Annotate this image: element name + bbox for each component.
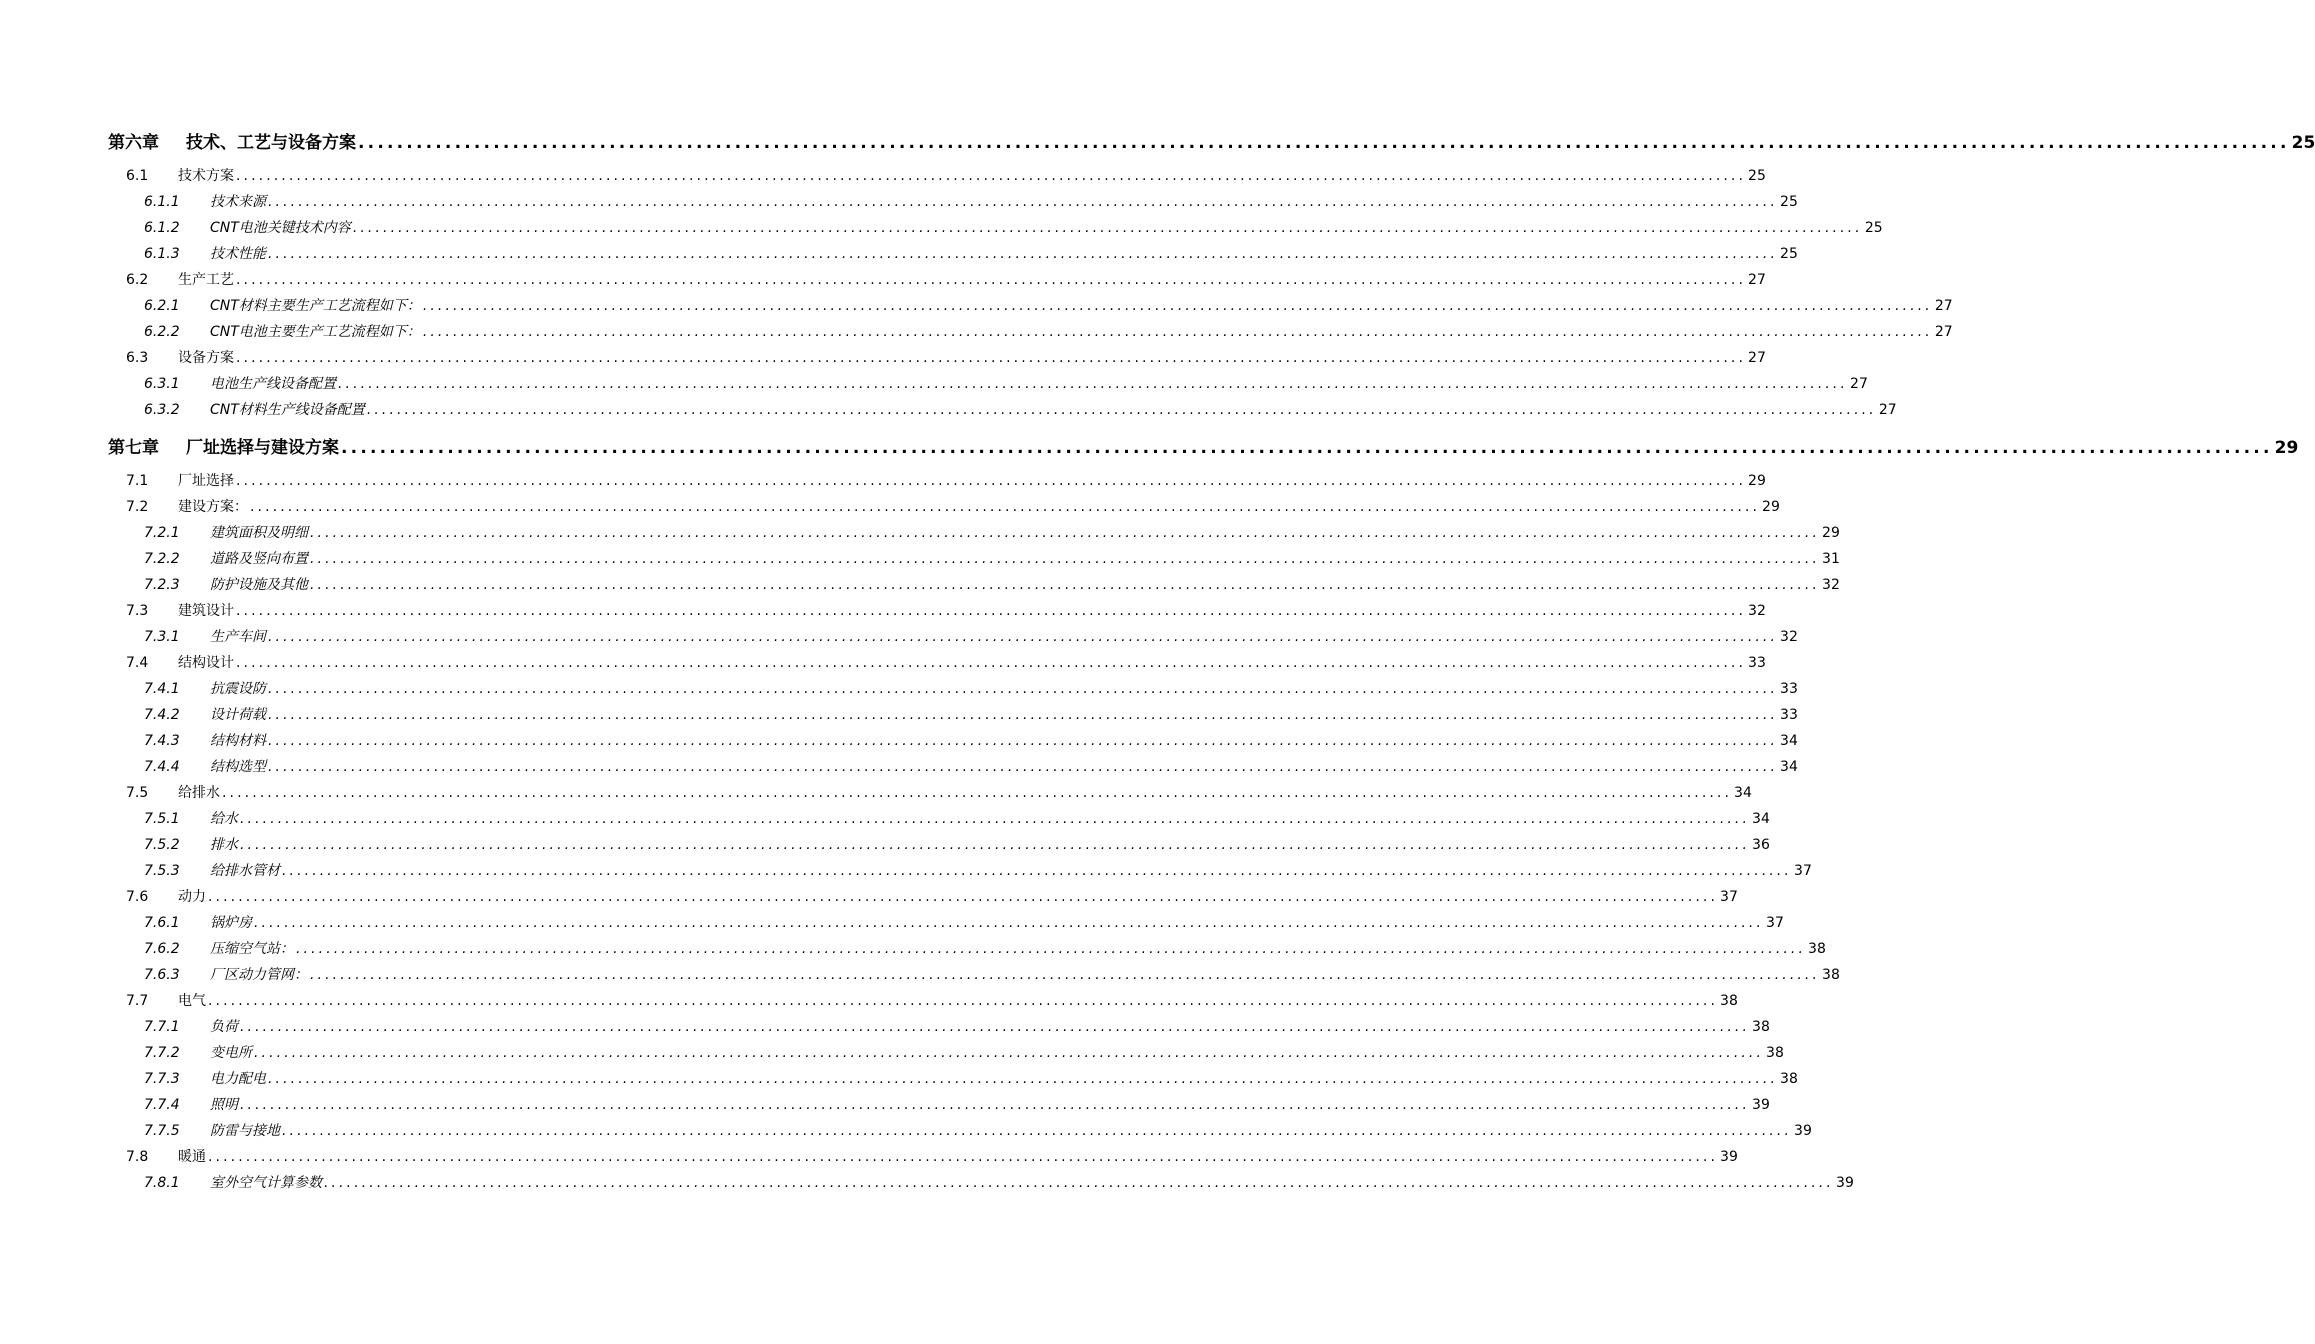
toc-entry-title: 技术来源 (210, 194, 266, 210)
toc-entry-title: 负荷 (210, 1019, 238, 1035)
toc-subsection-row[interactable] (144, 399, 1897, 419)
toc-entry-title: 技术、工艺与设备方案 (186, 133, 356, 153)
toc-entry-title: 防雷与接地 (210, 1123, 280, 1139)
toc-page-number: 39 (1836, 1175, 1854, 1191)
toc-page-number: 39 (1752, 1097, 1770, 1113)
toc-page-number: 29 (2274, 438, 2299, 458)
toc-entry-number: 6.2.2 (144, 324, 180, 340)
toc-subsection-row[interactable] (144, 1120, 1812, 1140)
toc-chapter-row[interactable] (108, 433, 2299, 458)
toc-entry-title: 排水 (210, 837, 238, 853)
toc-section-row[interactable] (126, 652, 1766, 672)
toc-page-number: 29 (1762, 499, 1780, 515)
dot-leader: ........................................................................................................................................................................................................ (282, 863, 1793, 879)
dot-leader: ........................................................................................................................................................................................................ (208, 993, 1719, 1009)
toc-page-number: 38 (1720, 993, 1738, 1009)
toc-entry-title: 生产工艺 (178, 272, 234, 288)
toc-entry-number: 7.5 (126, 785, 149, 801)
toc-page-number: 27 (1878, 402, 1897, 418)
toc-page-number: 34 (1752, 811, 1770, 827)
toc-page-number: 34 (1780, 733, 1798, 749)
toc-entry-title: 厂址选择与建设方案 (186, 438, 339, 458)
toc-entry-number: 7.2.1 (144, 525, 180, 541)
toc-entry-number: 7.4 (126, 655, 149, 671)
toc-section-row[interactable] (126, 347, 1766, 367)
toc-page-number: 38 (1766, 1045, 1784, 1061)
toc-subsection-row[interactable] (144, 756, 1798, 776)
toc-entry-title: 电力配电 (210, 1071, 266, 1087)
toc-page-number: 25 (1748, 168, 1766, 184)
dot-leader: ........................................................................................................................................................................................................ (310, 967, 1821, 983)
dot-leader: ........................................................................................................................................................................................................ (268, 681, 1779, 697)
toc-subsection-row[interactable] (144, 1094, 1770, 1114)
toc-subsection-row[interactable] (144, 295, 1953, 315)
toc-entry-number: 6.1 (126, 168, 149, 184)
toc-entry-number: 第七章 (108, 438, 159, 458)
toc-section-row[interactable] (126, 496, 1780, 516)
toc-page-number: 38 (1822, 967, 1840, 983)
dot-leader: ........................................................................................................................................................................................................ (268, 629, 1779, 645)
toc-page-number: 33 (1780, 707, 1798, 723)
toc-entry-title: 设备方案 (178, 350, 234, 366)
dot-leader: ........................................................................................................................................................................................................ (268, 707, 1779, 723)
toc-entry-title: 暖通 (178, 1149, 206, 1165)
toc-page-number: 25 (1780, 246, 1798, 262)
toc-subsection-row[interactable] (144, 217, 1883, 237)
toc-entry-number: 7.7 (126, 993, 149, 1009)
toc-entry-number: 第六章 (108, 133, 159, 153)
dot-leader: ........................................................................................................................................................................................................ (250, 499, 1761, 515)
toc-page-number: 27 (1748, 350, 1766, 366)
toc-subsection-row[interactable] (144, 730, 1798, 750)
toc-section-row[interactable] (126, 470, 1766, 490)
toc-entry-number: 7.2.2 (144, 551, 180, 567)
toc-chapter-row[interactable] (108, 128, 2315, 153)
toc-entry-title: 抗震设防 (210, 681, 266, 697)
toc-subsection-row[interactable] (144, 1172, 1854, 1192)
toc-section-row[interactable] (126, 1146, 1738, 1166)
toc-entry-title: 技术性能 (210, 246, 266, 262)
toc-section-row[interactable] (126, 990, 1738, 1010)
toc-page-number: 25 (1864, 220, 1883, 236)
toc-entry-number: 7.4.4 (144, 759, 180, 775)
toc-entry-title: CNT材料生产线设备配置 (210, 402, 365, 418)
dot-leader: ........................................................................................................................................................................................................ (254, 915, 1765, 931)
toc-entry-number: 7.3.1 (144, 629, 180, 645)
dot-leader: ........................................................................................................................................................................................................ (341, 438, 2273, 458)
toc-subsection-row[interactable] (144, 1068, 1798, 1088)
toc-entry-title: 结构设计 (178, 655, 234, 671)
toc-page-number: 32 (1780, 629, 1798, 645)
toc-subsection-row[interactable] (144, 964, 1840, 984)
toc-entry-title: 动力 (178, 889, 206, 905)
toc-entry-number: 7.7.1 (144, 1019, 180, 1035)
toc-page-number: 29 (1748, 473, 1766, 489)
dot-leader: ........................................................................................................................................................................................................ (352, 220, 1863, 236)
toc-entry-number: 7.5.3 (144, 863, 180, 879)
toc-entry-title: 照明 (210, 1097, 238, 1113)
dot-leader: ........................................................................................................................................................................................................ (310, 577, 1821, 593)
dot-leader: ........................................................................................................................................................................................................ (310, 551, 1821, 567)
dot-leader: ........................................................................................................................................................................................................ (236, 603, 1747, 619)
toc-entry-title: 锅炉房 (210, 915, 252, 931)
toc-subsection-row[interactable] (144, 912, 1784, 932)
toc-entry-number: 6.1.3 (144, 246, 180, 262)
dot-leader: ........................................................................................................................................................................................................ (268, 759, 1779, 775)
toc-entry-number: 7.7.5 (144, 1123, 180, 1139)
toc-page-number: 39 (1794, 1123, 1812, 1139)
toc-section-row[interactable] (126, 165, 1766, 185)
toc-entry-number: 6.1.2 (144, 220, 180, 236)
toc-entry-number: 6.3.1 (144, 376, 180, 392)
dot-leader: ........................................................................................................................................................................................................ (268, 1071, 1779, 1087)
toc-page-number: 29 (1822, 525, 1840, 541)
toc-page-number: 27 (1748, 272, 1766, 288)
toc-entry-title: CNT电池主要生产工艺流程如下： (210, 324, 421, 340)
dot-leader: ........................................................................................................................................................................................................ (268, 246, 1779, 262)
toc-subsection-row[interactable] (144, 243, 1798, 263)
toc-entry-number: 6.1.1 (144, 194, 180, 210)
toc-entry-title: 结构材料 (210, 733, 266, 749)
toc-entry-number: 7.2 (126, 499, 149, 515)
toc-section-row[interactable] (126, 886, 1738, 906)
toc-page-number: 25 (1780, 194, 1798, 210)
toc-entry-title: 电池生产线设备配置 (210, 376, 336, 392)
toc-entry-number: 7.4.2 (144, 707, 180, 723)
toc-page-number: 33 (1780, 681, 1798, 697)
toc-entry-title: 给排水 (178, 785, 220, 801)
toc-entry-title: 防护设施及其他 (210, 577, 308, 593)
toc-page-number: 27 (1934, 324, 1953, 340)
toc-subsection-row[interactable] (144, 678, 1798, 698)
toc-subsection-row[interactable] (144, 321, 1953, 341)
dot-leader: ........................................................................................................................................................................................................ (422, 324, 1933, 340)
toc-subsection-row[interactable] (144, 834, 1770, 854)
toc-page-number: 39 (1720, 1149, 1738, 1165)
dot-leader: ........................................................................................................................................................................................................ (254, 1045, 1765, 1061)
toc-section-row[interactable] (126, 782, 1752, 802)
toc-page-number: 32 (1822, 577, 1840, 593)
toc-subsection-row[interactable] (144, 626, 1798, 646)
dot-leader: ........................................................................................................................................................................................................ (236, 272, 1747, 288)
dot-leader: ........................................................................................................................................................................................................ (222, 785, 1733, 801)
toc-entry-number: 7.7.4 (144, 1097, 180, 1113)
toc-entry-number: 7.1 (126, 473, 149, 489)
dot-leader: ........................................................................................................................................................................................................ (240, 811, 1751, 827)
toc-entry-title: 室外空气计算参数 (210, 1175, 322, 1191)
toc-page-number: 38 (1780, 1071, 1798, 1087)
toc-section-row[interactable] (126, 600, 1766, 620)
toc-entry-number: 7.8.1 (144, 1175, 180, 1191)
dot-leader: ........................................................................................................................................................................................................ (208, 889, 1719, 905)
toc-entry-number: 7.6.2 (144, 941, 180, 957)
toc-entry-title: 设计荷载 (210, 707, 266, 723)
toc-entry-title: 道路及竖向布置 (210, 551, 308, 567)
toc-page-number: 38 (1808, 941, 1826, 957)
dot-leader: ........................................................................................................................................................................................................ (310, 525, 1821, 541)
toc-subsection-row[interactable] (144, 704, 1798, 724)
toc-entry-title: 建筑面积及明细 (210, 525, 308, 541)
dot-leader: ........................................................................................................................................................................................................ (366, 402, 1877, 418)
dot-leader: ........................................................................................................................................................................................................ (338, 376, 1849, 392)
dot-leader: ........................................................................................................................................................................................................ (236, 350, 1747, 366)
dot-leader: ........................................................................................................................................................................................................ (324, 1175, 1835, 1191)
toc-entry-title: 厂址选择 (178, 473, 234, 489)
toc-page-number: 37 (1794, 863, 1812, 879)
toc-subsection-row[interactable] (144, 1016, 1770, 1036)
toc-entry-number: 7.6.1 (144, 915, 180, 931)
toc-subsection-row[interactable] (144, 373, 1868, 393)
toc-entry-number: 7.5.2 (144, 837, 180, 853)
toc-entry-number: 7.7.3 (144, 1071, 180, 1087)
toc-entry-title: CNT材料主要生产工艺流程如下： (210, 298, 421, 314)
toc-subsection-row[interactable] (144, 860, 1812, 880)
toc-subsection-row[interactable] (144, 522, 1840, 542)
toc-entry-title: CNT电池关键技术内容 (210, 220, 351, 236)
toc-entry-number: 6.3 (126, 350, 149, 366)
toc-entry-number: 7.6 (126, 889, 149, 905)
toc-page-number: 34 (1734, 785, 1752, 801)
toc-subsection-row[interactable] (144, 1042, 1784, 1062)
dot-leader: ........................................................................................................................................................................................................ (240, 1097, 1751, 1113)
dot-leader: ........................................................................................................................................................................................................ (208, 1149, 1719, 1165)
dot-leader: ........................................................................................................................................................................................................ (240, 1019, 1751, 1035)
toc-subsection-row[interactable] (144, 938, 1826, 958)
dot-leader: ........................................................................................................................................................................................................ (296, 941, 1807, 957)
toc-page-number: 31 (1822, 551, 1840, 567)
dot-leader: ........................................................................................................................................................................................................ (240, 837, 1751, 853)
toc-entry-title: 建筑设计 (178, 603, 234, 619)
toc-entry-title: 给水 (210, 811, 238, 827)
toc-entry-number: 7.8 (126, 1149, 149, 1165)
toc-page-number: 37 (1720, 889, 1738, 905)
toc-page-number: 38 (1752, 1019, 1770, 1035)
dot-leader: ........................................................................................................................................................................................................ (236, 655, 1747, 671)
toc-section-row[interactable] (126, 269, 1766, 289)
toc-entry-number: 7.4.1 (144, 681, 180, 697)
toc-entry-number: 7.5.1 (144, 811, 180, 827)
dot-leader: ........................................................................................................................................................................................................ (282, 1123, 1793, 1139)
dot-leader: ........................................................................................................................................................................................................ (268, 733, 1779, 749)
toc-entry-title: 压缩空气站： (210, 941, 294, 957)
toc-subsection-row[interactable] (144, 808, 1770, 828)
toc-entry-title: 厂区动力管网： (210, 967, 308, 983)
dot-leader: ........................................................................................................................................................................................................ (268, 194, 1779, 210)
toc-page-number: 25 (2291, 133, 2315, 153)
toc-entry-number: 7.6.3 (144, 967, 180, 983)
toc-entry-number: 6.2.1 (144, 298, 180, 314)
toc-entry-title: 结构选型 (210, 759, 266, 775)
toc-subsection-row[interactable] (144, 548, 1840, 568)
dot-leader: ........................................................................................................................................................................................................ (236, 168, 1747, 184)
toc-entry-number: 7.2.3 (144, 577, 180, 593)
toc-entry-number: 7.7.2 (144, 1045, 180, 1061)
toc-entry-title: 生产车间 (210, 629, 266, 645)
toc-entry-title: 技术方案 (178, 168, 234, 184)
dot-leader: ........................................................................................................................................................................................................ (422, 298, 1933, 314)
toc-entry-title: 变电所 (210, 1045, 252, 1061)
toc-entry-title: 给排水管材 (210, 863, 280, 879)
dot-leader: ........................................................................................................................................................................................................ (236, 473, 1747, 489)
toc-page-number: 37 (1766, 915, 1784, 931)
toc-subsection-row[interactable] (144, 574, 1840, 594)
toc-entry-title: 建设方案： (178, 499, 248, 515)
dot-leader: ........................................................................................................................................................................................................ (358, 133, 2290, 153)
toc-entry-number: 6.2 (126, 272, 149, 288)
toc-entry-number: 6.3.2 (144, 402, 180, 418)
toc-subsection-row[interactable] (144, 191, 1798, 211)
toc-page-number: 34 (1780, 759, 1798, 775)
toc-entry-number: 7.4.3 (144, 733, 180, 749)
toc-page-number: 27 (1850, 376, 1868, 392)
toc-page-number: 36 (1752, 837, 1770, 853)
toc-entry-title: 电气 (178, 993, 206, 1009)
toc-page-number: 27 (1934, 298, 1953, 314)
toc-page-number: 32 (1748, 603, 1766, 619)
toc-page-number: 33 (1748, 655, 1766, 671)
toc-entry-number: 7.3 (126, 603, 149, 619)
